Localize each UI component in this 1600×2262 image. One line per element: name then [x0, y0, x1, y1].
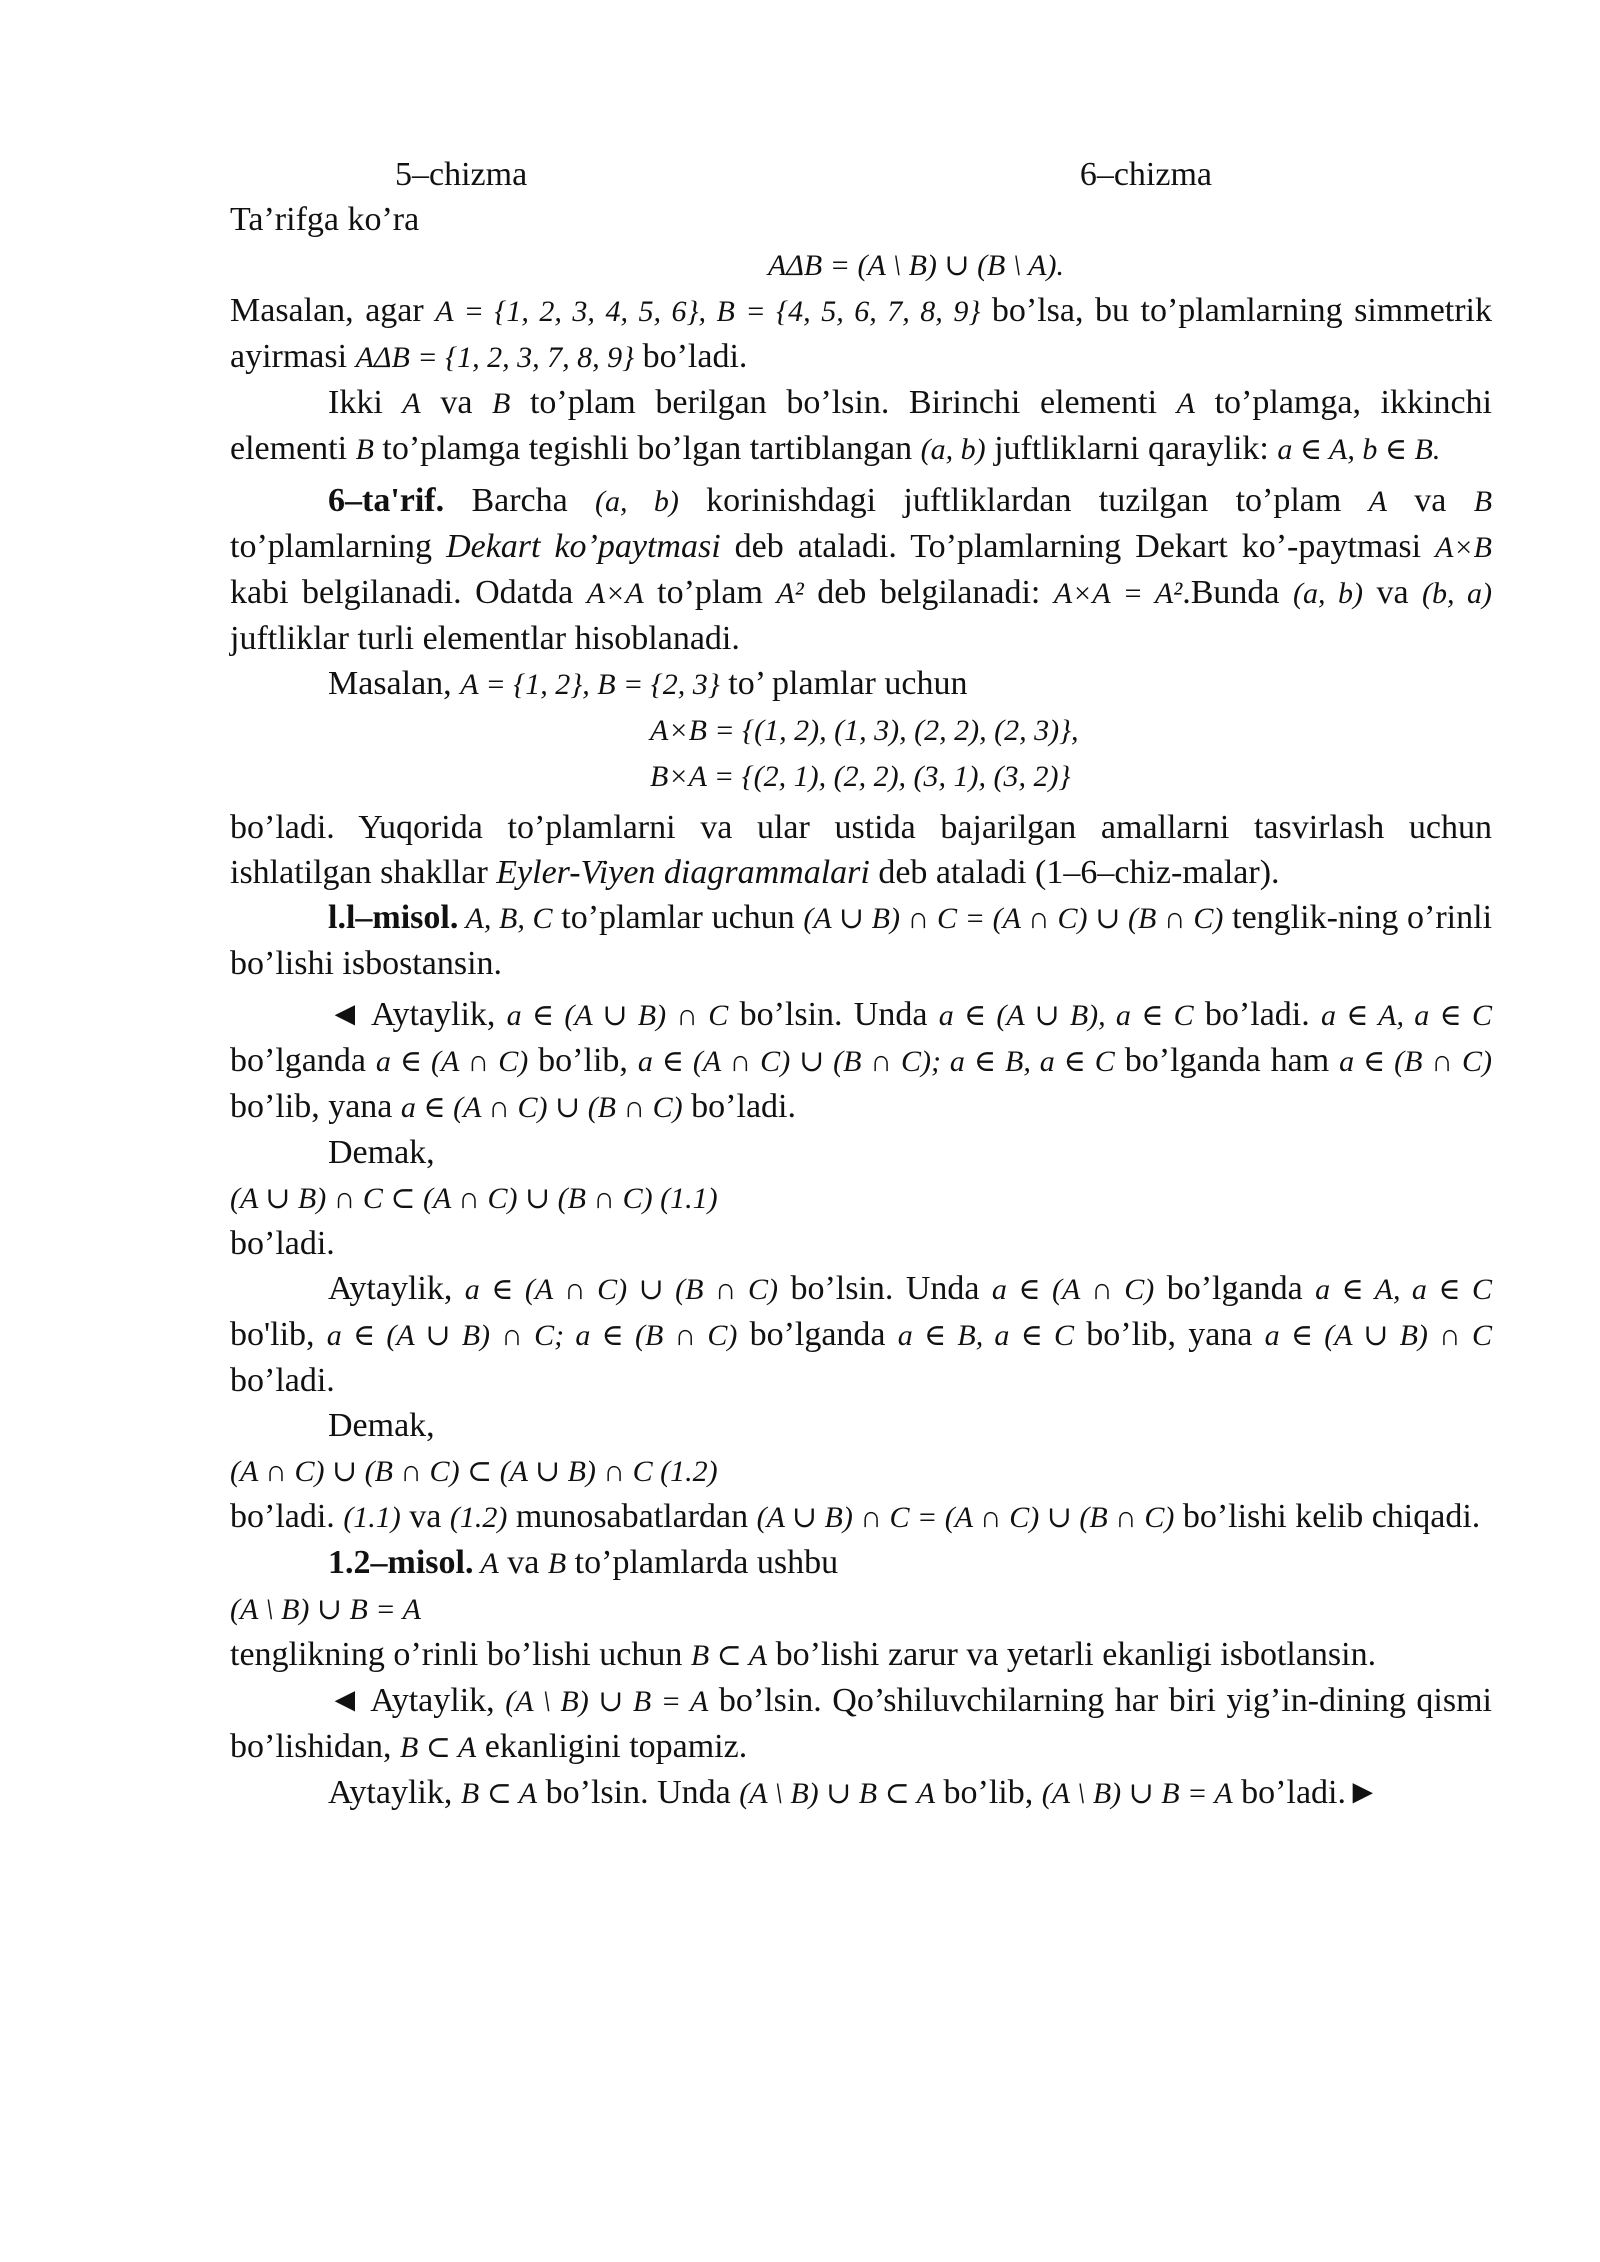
- paragraph-proof-1-2-part-2: Aytaylik, B ⊂ A bo’lsin. Unda (A \ B) ∪ B ⊂ A bo’lib, (A \ B) ∪ B = A bo’ladi.►: [328, 1774, 1380, 1811]
- paragraph-boladi: bo’ladi.: [230, 1225, 335, 1262]
- paragraph-necessary-sufficient: tenglikning o’rinli bo’lishi uchun B ⊂ A bo’lishi zarur va yetarli ekanligi isbotlansin.: [230, 1636, 1377, 1673]
- paragraph-demak-2: Demak,: [328, 1407, 435, 1444]
- equation-set-difference-union: (A \ B) ∪ B = A: [230, 1593, 421, 1626]
- paragraph-proof-part-2: Aytaylik, a ∈ (A ∩ C) ∪ (B ∩ C) bo’lsin. Unda a ∈ (A ∩ C) bo’lganda a ∈ A, a ∈ C bo'lib, a ∈ (A ∪ B) ∩ C; a ∈ (B ∩ C) bo’lganda a ∈ B, a ∈ C bo’lib, yana a ∈ (A ∪ B) ∩ C bo’ladi.: [230, 1270, 1492, 1399]
- paragraph-example-symmetric: Masalan, agar A = {1, 2, 3, 4, 5, 6}, B = {4, 5, 6, 7, 8, 9} bo’lsa, bu to’plamlarning simmetrik ayirmasi AΔB = {1, 2, 3, 7, 8, 9} bo’ladi.: [230, 292, 1492, 375]
- paragraph-conclusion-1-1: bo’ladi. (1.1) va (1.2) munosabatlardan (A ∪ B) ∩ C = (A ∩ C) ∪ (B ∩ C) bo’lishi kelib chiqadi.: [230, 1498, 1481, 1535]
- equation-1-2: (A ∩ C) ∪ (B ∩ C) ⊂ (A ∪ B) ∩ C (1.2): [230, 1455, 718, 1488]
- paragraph-proof-part-1: ◄ Aytaylik, a ∈ (A ∪ B) ∩ C bo’lsin. Unda a ∈ (A ∪ B), a ∈ C bo’ladi. a ∈ A, a ∈ C bo’lganda a ∈ (A ∩ C) bo’lib, a ∈ (A ∩ C) ∪ (B ∩ C); a ∈ B, a ∈ C bo’lganda ham a ∈ (B ∩ C) bo’lib, yana a ∈ (A ∩ C) ∪ (B ∩ C) bo’ladi.: [230, 996, 1493, 1125]
- paragraph-definition-6: 6–ta'rif. Barcha (a, b) korinishdagi juftliklardan tuzilgan to’plam A va B to’plamlarning Dekart ko’paytmasi deb ataladi. To’plamlarning Dekart ko’-paytmasi A×B kabi belgilanadi. Odatda A×A to’plam A² deb belgilanadi: A×A = A².Bunda (a, b) va (b, a) juftliklar turli elementlar hisoblanadi.: [230, 482, 1493, 657]
- equation-b-times-a: B×A = {(2, 1), (2, 2), (3, 1), (3, 2)}: [650, 760, 1071, 793]
- paragraph-example-cartesian: Masalan, A = {1, 2}, B = {2, 3} to’ plamlar uchun: [328, 665, 968, 702]
- paragraph-demak-1: Demak,: [328, 1134, 435, 1171]
- figure-captions: [230, 152, 1492, 197]
- paragraph-example-1-1: l.l–misol. A, B, C to’plamlar uchun (A ∪ B) ∩ C = (A ∩ C) ∪ (B ∩ C) tenglik-ning o’rinli bo’lishi isbostansin.: [230, 899, 1493, 982]
- document-body: [230, 152, 1492, 1816]
- paragraph-ordered-pairs: Ikki A va B to’plam berilgan bo’lsin. Birinchi elementi A to’plamga, ikkinchi elementi B to’plamga tegishli bo’lgan tartiblangan (a, b) juftliklarni qaraylik: a ∈ A, b ∈ B.: [230, 384, 1492, 467]
- caption-figure-5: 5–chizma: [395, 156, 528, 193]
- equation-a-times-b: A×B = {(1, 2), (1, 3), (2, 2), (2, 3)},: [650, 714, 1079, 747]
- paragraph-example-1-2: 1.2–misol. A va B to’plamlarda ushbu: [328, 1544, 839, 1581]
- caption-figure-6: 6–chizma: [1079, 156, 1212, 193]
- equation-symmetric-difference: AΔB = (A \ B) ∪ (B \ A).: [768, 249, 1064, 282]
- paragraph-definition-intro: Ta’rifga ko’ra: [230, 201, 420, 238]
- paragraph-proof-1-2-part-1: ◄ Aytaylik, (A \ B) ∪ B = A bo’lsin. Qo’shiluvchilarning har biri yig’in-dining qismi bo’lishidan, B ⊂ A ekanligini topamiz.: [230, 1682, 1493, 1765]
- equation-1-1: (A ∪ B) ∩ C ⊂ (A ∩ C) ∪ (B ∩ C) (1.1): [230, 1182, 718, 1215]
- paragraph-euler-venn: bo’ladi. Yuqorida to’plamlarni va ular ustida bajarilgan amallarni tasvirlash uchun ishlatilgan shakllar Eyler-Viyen diagrammalari deb ataladi (1–6–chiz-malar).: [230, 809, 1492, 891]
